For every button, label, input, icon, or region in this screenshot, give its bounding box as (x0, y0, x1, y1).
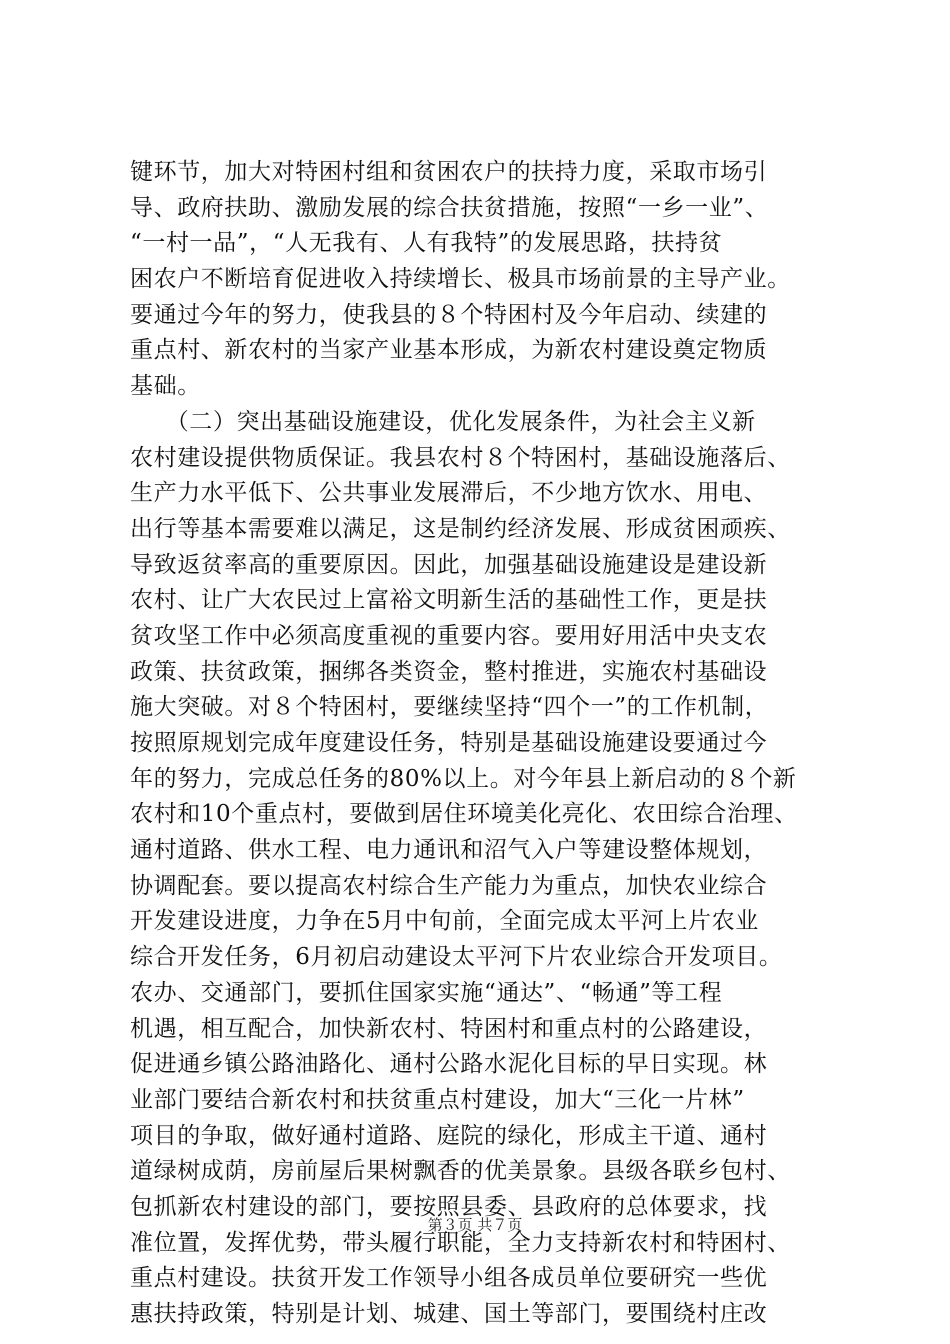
text-line: 道绿树成荫，房前屋后果树飘香的优美景象。县级各联乡包村、 (130, 1158, 791, 1185)
text-line: 施大突破。对８个特困村，要继续坚持“四个一”的工作机制， (130, 694, 769, 721)
text-line: 基础。 (130, 373, 201, 400)
text-line: 生产力水平低下、公共事业发展滞后，不少地方饮水、用电、 (130, 480, 768, 507)
text-line: 项目的争取，做好通村道路、庭院的绿化，形成主干道、通村 (130, 1122, 768, 1149)
text-line: “一村一品”，“人无我有、人有我特”的发展思路，扶持贫 (130, 230, 723, 257)
text-line: 要通过今年的努力，使我县的８个特困村及今年启动、续建的 (130, 301, 768, 328)
text-line: 年的努力，完成总任务的80%以上。对今年县上新启动的８个新 (130, 765, 797, 792)
text-line: 导致返贫率高的重要原因。因此，加强基础设施建设是建设新 (130, 551, 768, 578)
text-line: 键环节，加大对特困村组和贫困农户的扶持力度，采取市场引 (130, 159, 768, 185)
text-line: 贫攻坚工作中必须高度重视的重要内容。要用好用活中央支农 (130, 622, 768, 649)
text-line: 重点村建设。扶贫开发工作领导小组各成员单位要研究一些优 (130, 1265, 768, 1292)
text-line: 促进通乡镇公路油路化、通村公路水泥化目标的早日实现。林 (130, 1051, 768, 1078)
text-line: 通村道路、供水工程、电力通讯和沼气入户等建设整体规划， (130, 837, 768, 864)
text-line: 业部门要结合新农村和扶贫重点村建设，加大“三化一片林” (130, 1086, 745, 1113)
text-line: 困农户不断培育促进收入持续增长、极具市场前景的主导产业。 (130, 266, 791, 293)
text-line: 惠扶持政策，特别是计划、城建、国土等部门，要围绕村庄改 (130, 1301, 768, 1327)
text-line: （二）突出基础设施建设，优化发展条件，为社会主义新 (130, 408, 756, 435)
body-text (130, 155, 830, 1333)
text-line: 机遇，相互配合，加快新农村、特困村和重点村的公路建设， (130, 1015, 768, 1042)
text-line: 农村和10个重点村，要做到居住环境美化亮化、农田综合治理、 (130, 801, 798, 828)
text-line: 包抓新农村建设的部门，要按照县委、县政府的总体要求，找 (130, 1193, 768, 1220)
text-line: 农村建设提供物质保证。我县农村８个特困村，基础设施落后、 (130, 444, 791, 471)
text-line: 农村、让广大农民过上富裕文明新生活的基础性工作，更是扶 (130, 587, 768, 614)
text-line: 导、政府扶助、激励发展的综合扶贫措施，按照“一乡一业”、 (130, 194, 769, 221)
text-line: 准位置，发挥优势，带头履行职能，全力支持新农村和特困村、 (130, 1229, 791, 1256)
text-line: 综合开发任务，6月初启动建设太平河下片农业综合开发项目。 (130, 944, 783, 971)
text-line: 重点村、新农村的当家产业基本形成，为新农村建设奠定物质 (130, 337, 768, 364)
text-line: 农办、交通部门，要抓住国家实施“通达”、“畅通”等工程 (130, 979, 723, 1006)
text-line: 开发建设进度，力争在5月中旬前，全面完成太平河上片农业 (130, 908, 759, 935)
text-line: 按照原规划完成年度建设任务，特别是基础设施建设要通过今 (130, 730, 768, 756)
text-line: 协调配套。要以提高农村综合生产能力为重点，加快农业综合 (130, 872, 768, 899)
text-line: 政策、扶贫政策，捆绑各类资金，整村推进，实施农村基础设 (130, 658, 768, 685)
page-footer: 第３页 共７页 (427, 1216, 523, 1234)
text-line: 出行等基本需要难以满足，这是制约经济发展、形成贫困顽疾、 (130, 515, 791, 542)
